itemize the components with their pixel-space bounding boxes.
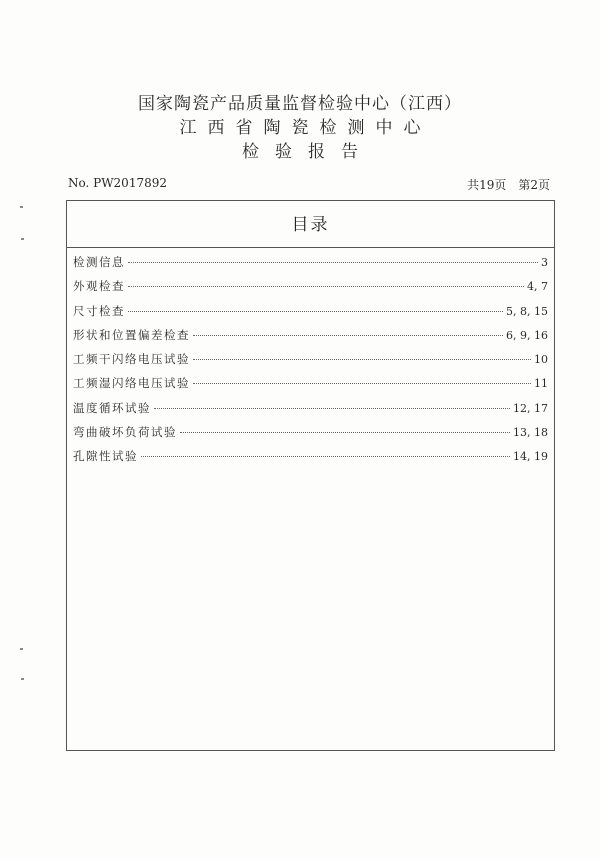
scan-mark (21, 238, 24, 240)
institution-title: 国家陶瓷产品质量监督检验中心（江西） (138, 94, 462, 114)
toc-leader-dots (128, 262, 538, 263)
toc-item-label: 检测信息 (73, 255, 125, 269)
toc-item-label: 形状和位置偏差检查 (73, 327, 190, 342)
toc-item-label: 温度循环试验 (73, 400, 151, 415)
toc-item-page: 12, 17 (513, 401, 548, 415)
toc-item (73, 278, 548, 302)
report-number: No. PW2017892 (68, 176, 167, 190)
toc-item-page: 6, 9, 16 (506, 328, 548, 342)
total-pages: 共19页 (467, 178, 507, 192)
table-of-contents (66, 200, 555, 751)
toc-item-page: 3 (541, 256, 548, 269)
toc-item-label: 工频干闪络电压试验 (73, 352, 190, 367)
toc-item-label: 尺寸检查 (73, 303, 125, 318)
report-title-block (0, 92, 600, 164)
current-page: 第2页 (518, 178, 550, 192)
toc-item-page: 5, 8, 15 (506, 304, 548, 318)
toc-item-page: 13, 18 (513, 426, 548, 440)
toc-item (73, 351, 548, 375)
toc-item-label: 外观检查 (73, 279, 125, 294)
center-title: 江西省陶瓷检测中心 (179, 118, 432, 138)
scan-mark (21, 678, 24, 680)
scan-mark (20, 206, 23, 208)
toc-item-page: 4, 7 (527, 280, 548, 294)
page-info (467, 176, 550, 193)
toc-leader-dots (180, 432, 510, 433)
toc-item (73, 254, 548, 278)
toc-leader-dots (193, 359, 531, 360)
toc-item-label: 工频湿闪络电压试验 (73, 376, 190, 391)
toc-leader-dots (193, 383, 531, 384)
toc-item (73, 400, 548, 424)
toc-leader-dots (141, 456, 510, 457)
toc-item-page: 11 (534, 377, 548, 391)
toc-leader-dots (128, 286, 524, 287)
toc-item-label: 孔隙性试验 (73, 449, 138, 464)
toc-item-page: 10 (534, 353, 548, 367)
toc-leader-dots (128, 311, 503, 312)
toc-list (67, 248, 554, 473)
toc-item-label: 弯曲破坏负荷试验 (73, 425, 177, 440)
toc-heading: 目录 (67, 201, 554, 248)
toc-item (73, 327, 548, 351)
toc-item (73, 424, 548, 448)
report-type-title: 检验报告 (242, 142, 374, 162)
toc-leader-dots (193, 335, 503, 336)
toc-item (73, 448, 548, 472)
scan-mark (20, 648, 23, 650)
toc-leader-dots (154, 408, 510, 409)
toc-item (73, 303, 548, 327)
toc-item-page: 14, 19 (513, 450, 548, 464)
toc-item (73, 375, 548, 399)
